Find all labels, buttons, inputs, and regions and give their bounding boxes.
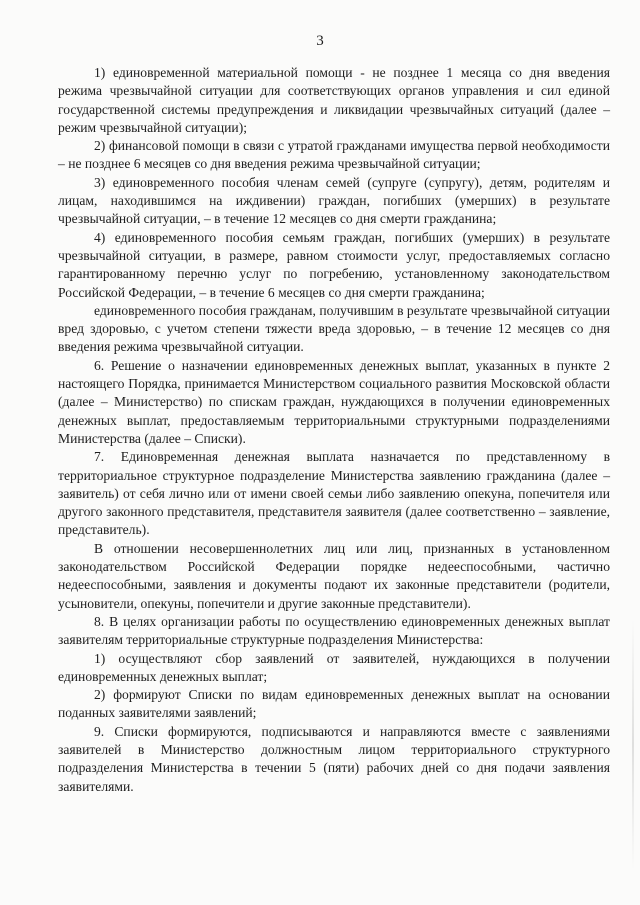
paragraph-item-1-material-aid: 1) единовременной материальной помощи - не позднее 1 месяца со дня введения режима чрезвычайной ситуации для соответствующих органов управления и сил единой государственной системы предупреждения и ликвидации чрезвычайных ситуаций (далее – режим чрезвычайной ситуации); — [58, 65, 610, 135]
paragraph-clause-8-item-1: 1) осуществляют сбор заявлений от заявителей, нуждающихся в получении единовременных денежных выплат; — [58, 650, 610, 684]
paragraph-clause-8: 8. В целях организации работы по осуществлению единовременных денежных выплат заявителям территориальные структурные подразделения Министерства: — [58, 613, 610, 648]
paragraph-minors-incapacitated: В отношении несовершеннолетних лиц или лиц, признанных в установленном законодательством Российской Федерации порядке недееспособными, частично недееспособными, заявления и документы подают их законные представители (родители, усыновители, опекуны, попечители и другие законные представители). — [58, 540, 610, 611]
paragraph-item-2-financial-aid: 2) финансовой помощи в связи с утратой гражданами имущества первой необходимости – не позднее 6 месяцев со дня введения режима чрезвычайной ситуации; — [58, 138, 610, 172]
document-body — [58, 64, 610, 796]
paragraph-clause-8-item-2: 2) формируют Списки по видам единовременных денежных выплат на основании поданных заявителями заявлений; — [58, 687, 610, 721]
paragraph-item-4-funeral-allowance: 4) единовременного пособия семьям граждан, погибших (умерших) в результате чрезвычайной ситуации, в размере, равном стоимости услуг, предоставляемых согласно гарантированному перечню услуг по погребению, установленному законодательством Российской Федерации, – в течение 6 месяцев со дня смерти гражданина; — [58, 229, 610, 300]
paragraph-item-3-family-allowance: 3) единовременного пособия членам семей (супруге (супругу), детям, родителям и лицам, находившимся на иждивении) граждан, погибших (умерших) в результате чрезвычайной ситуации, – в течение 12 месяцев со дня смерти гражданина; — [58, 174, 610, 227]
scan-edge-artifact — [632, 620, 634, 870]
paragraph-clause-7: 7. Единовременная денежная выплата назначается по представленному в территориальное структурное подразделение Министерства заявлению гражданина (далее – заявитель) от себя лично или от имени своей семьи либо заявлению опекуна, попечителя или другого законного представителя, представителя заявителя (далее соответственно – заявление, представитель). — [58, 449, 610, 538]
paragraph-clause-6: 6. Решение о назначении единовременных денежных выплат, указанных в пункте 2 настоящего Порядка, принимается Министерством социального развития Московской области (далее – Министерство) по спискам граждан, нуждающихся в получении единовременных денежных выплат, предоставляемым территориальными структурными подразделениями Министерства (далее – Списки). — [58, 357, 610, 446]
page-number: 3 — [316, 33, 324, 49]
paragraph-health-harm-allowance: единовременного пособия гражданам, получившим в результате чрезвычайной ситуации вред здоровью, с учетом степени тяжести вреда здоровью, – в течение 12 месяцев со дня введения режима чрезвычайной ситуации. — [58, 302, 610, 355]
paragraph-clause-9: 9. Списки формируются, подписываются и направляются вместе с заявлениями заявителей в Министерство должностным лицом территориального структурного подразделения Министерства в течении 5 (пяти) рабочих дней со дня подачи заявления заявителями. — [58, 723, 610, 794]
